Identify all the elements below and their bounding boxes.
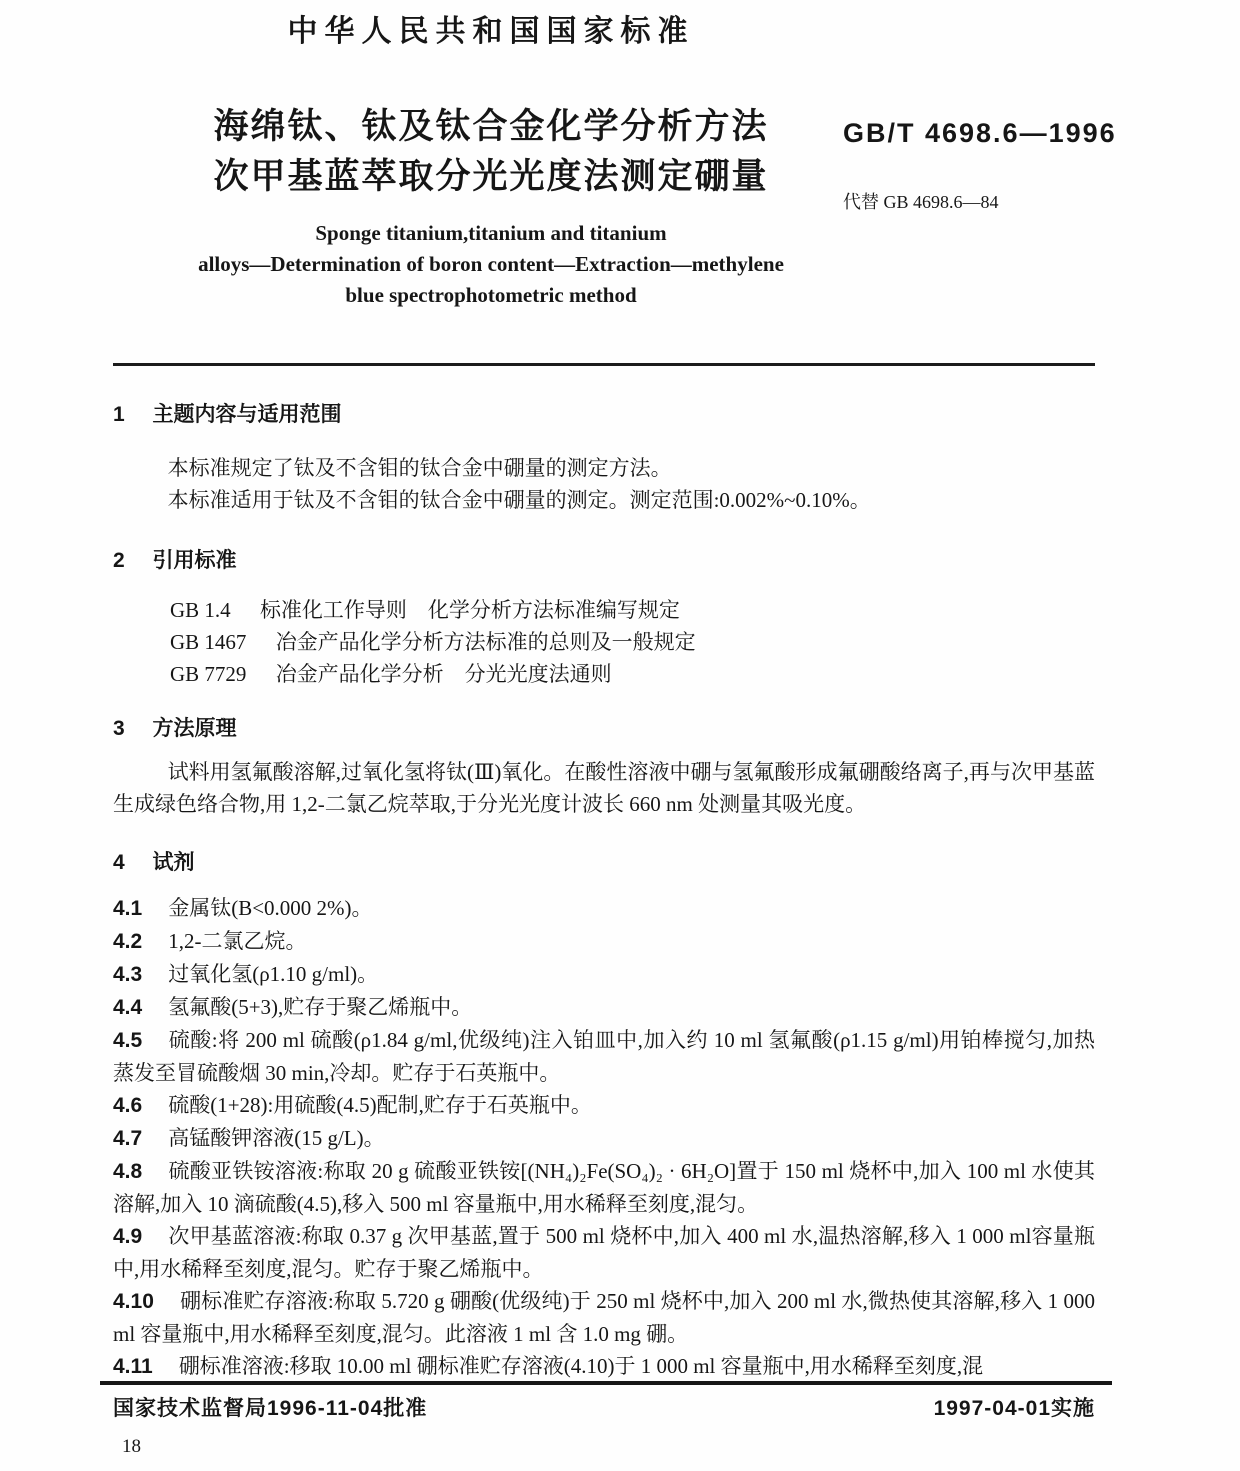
reagent-item-4-8 bbox=[113, 1155, 1095, 1220]
clause-text: 次甲基蓝溶液:称取 0.37 g 次甲基蓝,置于 500 ml 烧杯中,加入 400 ml 水,温热溶解,移入 1 000 ml容量瓶中,用水稀释至刻度,混匀。贮存于聚乙烯瓶中。 bbox=[113, 1224, 1095, 1281]
section-3-number: 3 bbox=[113, 717, 125, 740]
reagent-item-4-5 bbox=[113, 1024, 1095, 1089]
scope-paragraph-1: 本标准规定了钛及不含钼的钛合金中硼量的测定方法。 bbox=[167, 456, 672, 480]
reference-item bbox=[170, 594, 1095, 626]
clause-text: 硼标准贮存溶液:称取 5.720 g 硼酸(优级纯)于 250 ml 烧杯中,加入 200 ml 水,微热使其溶解,移入 1 000 ml 容量瓶中,用水稀释至刻度,混匀。此溶液 1 ml 含 1.0 mg 硼。 bbox=[113, 1289, 1095, 1346]
reagent-item-4-9 bbox=[113, 1220, 1095, 1285]
page-number: 18 bbox=[122, 1436, 141, 1457]
clause-number: 4.11 bbox=[113, 1355, 153, 1378]
reference-item bbox=[170, 658, 1095, 690]
reference-item bbox=[170, 626, 1095, 658]
approval-note: 国家技术监督局1996-11-04批准 bbox=[113, 1397, 428, 1420]
clause-text: 氢氟酸(5+3),贮存于聚乙烯瓶中。 bbox=[168, 995, 473, 1019]
section-1-number: 1 bbox=[113, 403, 125, 426]
clause-number: 4.4 bbox=[113, 996, 143, 1019]
reagent-item-4-10 bbox=[113, 1285, 1095, 1350]
clause-number: 4.3 bbox=[113, 963, 143, 986]
reagent-item-4-11 bbox=[113, 1350, 1095, 1383]
clause-text: 金属钛(B<0.000 2%)。 bbox=[168, 896, 373, 920]
section-references bbox=[113, 546, 1095, 690]
section-1-title: 主题内容与适用范围 bbox=[152, 403, 342, 426]
national-standard-label: 中华人民共和国国家标准 bbox=[287, 15, 695, 48]
clause-number: 4.5 bbox=[113, 1029, 143, 1052]
clause-text: 硫酸(1+28):用硫酸(4.5)配制,贮存于石英瓶中。 bbox=[168, 1093, 592, 1117]
reference-code: GB 1467 bbox=[170, 630, 247, 654]
clause-text: 1,2-二氯乙烷。 bbox=[168, 929, 307, 953]
section-3-body bbox=[113, 756, 1095, 820]
implementation-note: 1997-04-01实施 bbox=[933, 1397, 1095, 1420]
section-4-number: 4 bbox=[113, 851, 125, 874]
footer-rule bbox=[100, 1381, 1112, 1385]
clause-text: 高锰酸钾溶液(15 g/L)。 bbox=[168, 1126, 385, 1150]
section-2-title: 引用标准 bbox=[152, 549, 237, 572]
standard-code: GB/T 4698.6—1996 bbox=[843, 118, 1117, 148]
title-chinese bbox=[113, 102, 869, 202]
title-zh-line1: 海绵钛、钛及钛合金化学分析方法 bbox=[213, 107, 769, 146]
title-en-line3: blue spectrophotometric method bbox=[345, 283, 637, 307]
reference-code: GB 7729 bbox=[170, 662, 247, 686]
title-zh-line2: 次甲基蓝萃取分光光度法测定硼量 bbox=[213, 157, 769, 196]
clause-text: 过氧化氢(ρ1.10 g/ml)。 bbox=[168, 962, 379, 986]
supersedes-note: 代替 GB 4698.6—84 bbox=[843, 192, 999, 212]
clause-number: 4.8 bbox=[113, 1160, 143, 1183]
section-1-heading bbox=[113, 400, 1095, 430]
principle-paragraph: 试料用氢氟酸溶解,过氧化氢将钛(Ⅲ)氧化。在酸性溶液中硼与氢氟酸形成氟硼酸络离子,再与次甲基蓝生成绿色络合物,用 1,2-二氯乙烷萃取,于分光光度计波长 660 nm 处测量其吸光度。 bbox=[113, 760, 1095, 816]
clause-number: 4.10 bbox=[113, 1290, 154, 1313]
reagent-item-4-4 bbox=[113, 991, 1095, 1024]
reagent-item-4-7 bbox=[113, 1122, 1095, 1155]
footer bbox=[113, 1394, 1095, 1424]
title-english bbox=[113, 218, 869, 311]
document-header bbox=[113, 0, 869, 311]
clause-number: 4.6 bbox=[113, 1094, 143, 1117]
clause-text: 硼标准溶液:移取 10.00 ml 硼标准贮存溶液(4.10)于 1 000 ml 容量瓶中,用水稀释至刻度,混 bbox=[178, 1354, 984, 1378]
section-principle bbox=[113, 714, 1095, 820]
reagent-item-4-6 bbox=[113, 1089, 1095, 1122]
reference-title: 冶金产品化学分析方法标准的总则及一般规定 bbox=[275, 630, 696, 654]
section-3-title: 方法原理 bbox=[152, 717, 237, 740]
section-4-title: 试剂 bbox=[152, 851, 195, 874]
section-4-heading bbox=[113, 848, 1095, 878]
clause-text: 硫酸亚铁铵溶液:称取 20 g 硫酸亚铁铵[(NH₄)₂Fe(SO₄)₂ · 6H₂O]置于 150 ml 烧杯中,加入 100 ml 水使其溶解,加入 10 滴硫酸(4.5),移入 500 ml 容量瓶中,用水稀释至刻度,混匀。 bbox=[113, 1159, 1095, 1216]
clause-number: 4.2 bbox=[113, 930, 143, 953]
clause-number: 4.9 bbox=[113, 1225, 143, 1248]
reference-title: 冶金产品化学分析 分光光度法通则 bbox=[275, 662, 612, 686]
section-4-body bbox=[113, 892, 1095, 1383]
header-divider-rule bbox=[113, 363, 1095, 366]
clause-number: 4.1 bbox=[113, 897, 143, 920]
section-2-number: 2 bbox=[113, 549, 125, 572]
section-1-body bbox=[113, 452, 1095, 516]
reference-code: GB 1.4 bbox=[170, 598, 231, 622]
reagent-item-4-3 bbox=[113, 958, 1095, 991]
clause-text: 硫酸:将 200 ml 硫酸(ρ1.84 g/ml,优级纯)注入铂皿中,加入约 10 ml 氢氟酸(ρ1.15 g/ml)用铂棒搅匀,加热蒸发至冒硫酸烟 30 min,冷却。贮存于石英瓶中。 bbox=[113, 1028, 1095, 1085]
section-scope bbox=[113, 400, 1095, 516]
section-3-heading bbox=[113, 714, 1095, 744]
reagent-item-4-2 bbox=[113, 925, 1095, 958]
reagent-item-4-1 bbox=[113, 892, 1095, 925]
clause-number: 4.7 bbox=[113, 1127, 143, 1150]
title-en-line1: Sponge titanium,titanium and titanium bbox=[315, 221, 667, 245]
title-en-line2: alloys—Determination of boron content—Extraction—methylene bbox=[198, 252, 784, 276]
section-2-body bbox=[113, 594, 1095, 690]
section-reagents bbox=[113, 848, 1095, 1383]
reference-title: 标准化工作导则 化学分析方法标准编写规定 bbox=[259, 598, 680, 622]
scope-paragraph-2: 本标准适用于钛及不含钼的钛合金中硼量的测定。测定范围:0.002%~0.10%。 bbox=[167, 488, 871, 512]
section-2-heading bbox=[113, 546, 1095, 576]
